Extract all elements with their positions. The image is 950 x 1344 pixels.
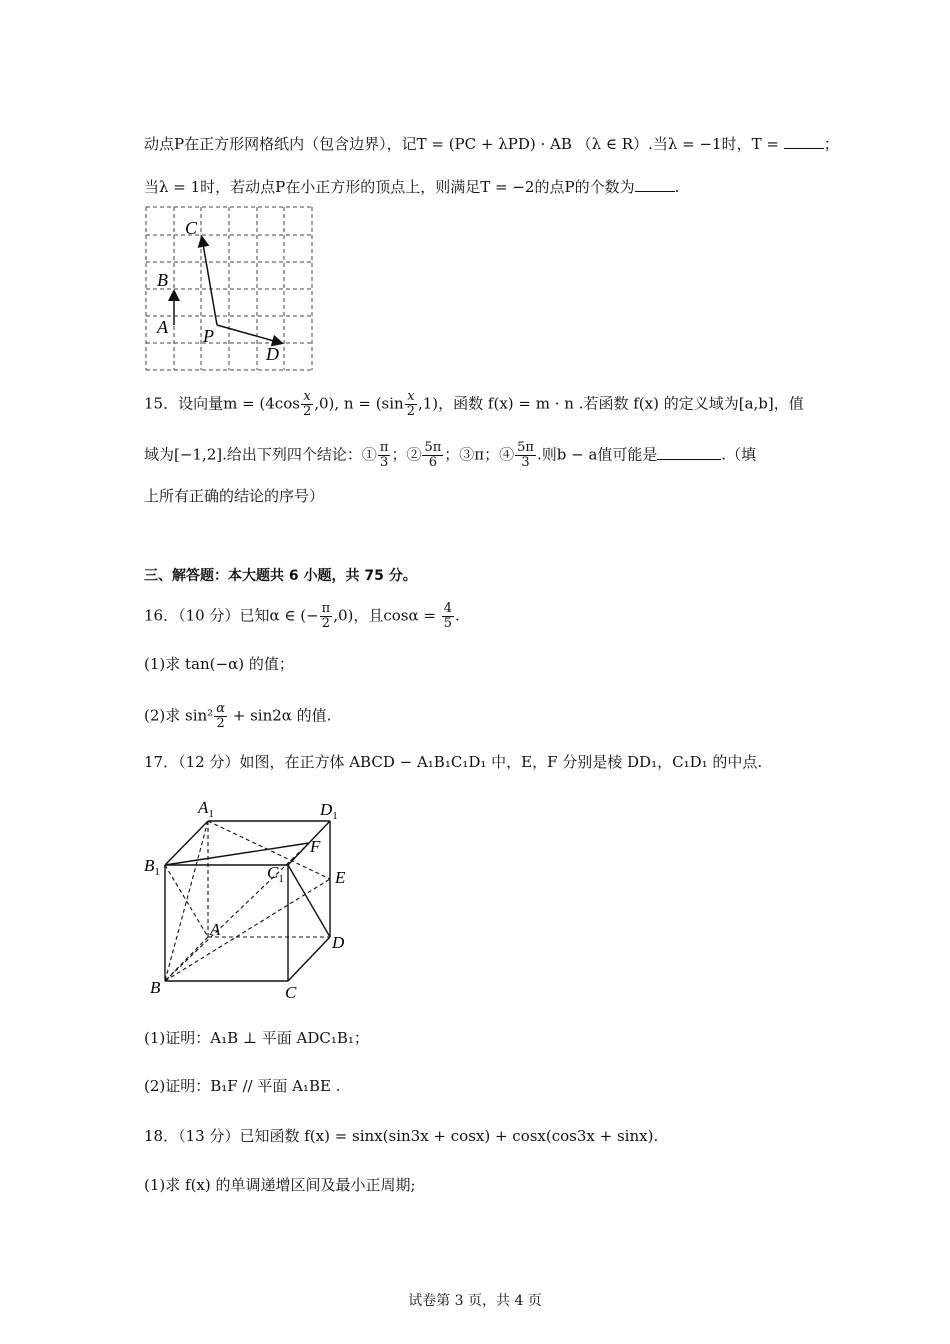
q16-stem: 16．（10 分）已知α ∈ (− $\frac{\pi}{2}$ ,0)，且cosα = $\frac{4}{5}$ . [144, 601, 460, 631]
label-A: A [210, 920, 221, 939]
q17-stem: 17．（12 分）如图，在正方体 ABCD − A₁B₁C₁D₁ 中，E，F 分别是棱 DD₁，C₁D₁ 的中点. [144, 753, 763, 771]
segment-B-E [165, 879, 330, 981]
label-P: P [203, 326, 214, 346]
q18-stem: 18．（13 分）已知函数 f(x) = sinx(sin3x + cosx) + cosx(cos3x + sinx). [144, 1127, 659, 1145]
q15-option-2: $\frac{5\pi}{6}$ [424, 440, 442, 470]
label-B: B [150, 978, 161, 997]
q14-line2: 当λ = 1时，若动点P在小正方形的顶点上，则满足T = −2的点P的个数为 . [144, 175, 679, 197]
label-E: E [335, 868, 346, 887]
q15-blank[interactable] [657, 443, 721, 460]
label-A: A [157, 317, 168, 337]
label-C1: $C_1$ [267, 863, 284, 885]
grid-lines [146, 207, 312, 370]
label-A1: $A_1$ [198, 798, 214, 820]
q18-part1: (1)求 f(x) 的单调递增区间及最小正周期; [144, 1176, 416, 1194]
q15-line1: 15．设向量m = (4cos $\frac{x}{2}$ ,0), n = (sin $\frac{x}{2}$ ,1)，函数 f(x) = m · n .若函数 f(x) 的定义域为[a,b]，值 [144, 389, 804, 419]
segment-B1-F [165, 843, 309, 865]
q15-frac-x-2a: $\frac{x}{2}$ [302, 389, 312, 419]
label-C: C [285, 983, 297, 1002]
section-heading: 三、解答题：本大题共 6 小题，共 75 分。 [144, 568, 417, 584]
label-B1: $B_1$ [144, 856, 160, 878]
label-D: D [266, 344, 279, 364]
label-C: C [185, 218, 198, 238]
label-D1: $D_1$ [320, 800, 338, 822]
q16-frac-4-5: $\frac{4}{5}$ [443, 601, 452, 631]
q15-line2: 域为[−1,2].给出下列四个结论：① $\frac{\pi}{3}$ ；② $\frac{5\pi}{6}$ ；③π；④ $\frac{5\pi}{3}$ .则b − a值可能是 .（填 [144, 440, 757, 470]
q16-part2: (2)求 sin² $\frac{\alpha}{2}$ + sin2α 的值. [144, 701, 332, 731]
label-B: B [157, 270, 168, 290]
q14-blank-1[interactable] [784, 132, 824, 149]
q17-part2: (2)证明：B₁F // 平面 A₁BE . [144, 1077, 341, 1095]
edge-C-D [288, 937, 330, 981]
grid-figure [140, 200, 325, 375]
label-F: F [310, 837, 321, 856]
q16-frac-alpha-2: $\frac{\alpha}{2}$ [216, 701, 225, 731]
q16-frac-pi-2: $\frac{\pi}{2}$ [321, 601, 331, 631]
q15-frac-x-2b: $\frac{x}{2}$ [406, 389, 415, 419]
q15-option-1: $\frac{\pi}{3}$ [379, 440, 389, 470]
cube-figure [140, 795, 360, 1010]
vector-PC [202, 238, 217, 325]
q15-option-4: $\frac{5\pi}{3}$ [517, 440, 534, 470]
q17-part1: (1)证明：A₁B ⊥ 平面 ADC₁B₁； [144, 1029, 369, 1047]
q16-part1: (1)求 tan(−α) 的值； [144, 655, 294, 673]
segment-B1-D [165, 865, 208, 937]
vector-PD [217, 325, 281, 343]
q15-line3: 上所有正确的结论的序号） [144, 487, 325, 505]
page-footer: 试卷第 3 页，共 4 页 [408, 1293, 542, 1309]
q14-blank-2[interactable] [635, 175, 675, 192]
q14-line1: 动点P在正方形网格纸内（包含边界），记T = (PC + λPD) · AB （λ ∈ R）.当λ = −1时，T = ； [144, 132, 839, 154]
segment-A1-B [165, 821, 208, 981]
label-D: D [332, 933, 345, 952]
